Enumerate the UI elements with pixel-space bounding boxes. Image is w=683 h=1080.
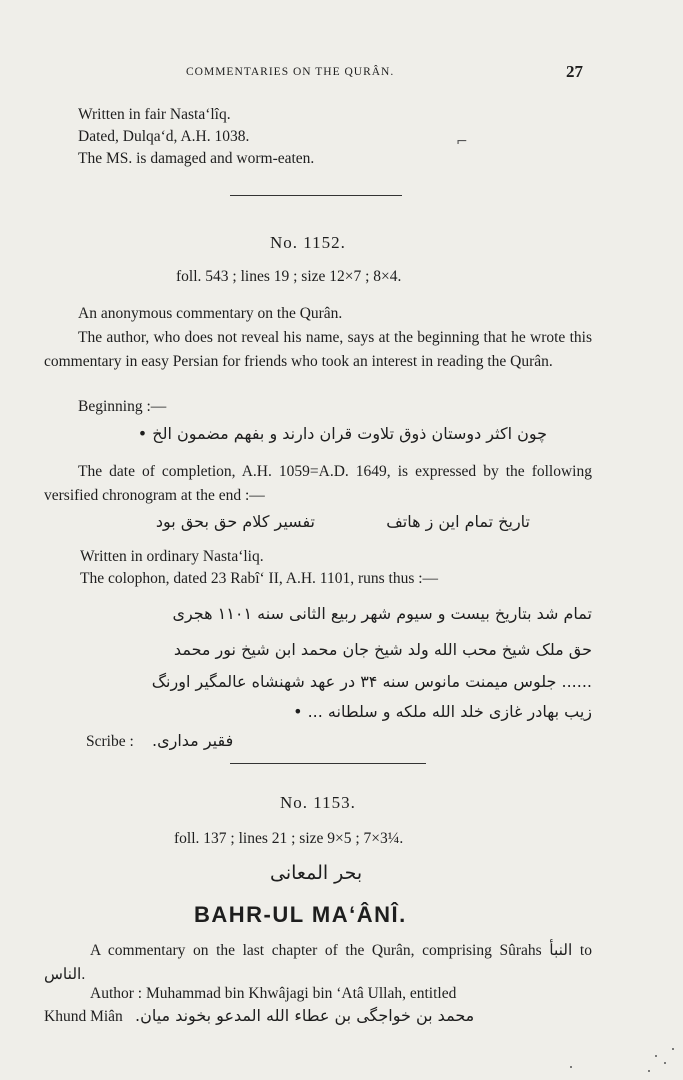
colophon-line: حق ملک شیخ محب الله ولد شیخ جان محمد ابن شیخ نور محمد xyxy=(173,640,592,659)
scribe-label: Scribe : xyxy=(86,733,134,750)
margin-mark-icon: ⌐ xyxy=(456,134,468,150)
colophon-line: زیب بهادر غازی خلد الله ملکه و سلطانه ... • xyxy=(293,702,592,721)
author-line-latin: Khund Miân xyxy=(44,1008,123,1025)
entry-paragraph: A commentary on the last chapter of the Qurân, comprising Sûrahs النبأ to الناس. xyxy=(44,942,592,983)
entry-paragraph: The date of completion, A.H. 1059=A.D. 1649, is expressed by the following versified chronogram at the end :— xyxy=(44,463,592,504)
prev-entry-line: The MS. is damaged and worm-eaten. xyxy=(78,150,315,167)
paper-speck xyxy=(570,1066,572,1068)
script-description: Written in ordinary Nasta‘liq. xyxy=(80,548,264,565)
prev-entry-line: Dated, Dulqa‘d, A.H. 1038. xyxy=(78,128,250,145)
section-divider xyxy=(230,763,426,764)
paper-speck xyxy=(655,1055,657,1057)
beginning-label: Beginning :— xyxy=(78,398,167,415)
scribe-name: فقیر مداری. xyxy=(152,731,234,750)
entry-paragraph: The author, who does not reveal his name, says at the beginning that he wrote this commentary in easy Persian for friends who took an interest in reading the Qurân. xyxy=(44,329,592,370)
chronogram-hemistich: تاریخ تمام این ز هاتف xyxy=(386,512,530,531)
entry-number: No. 1153. xyxy=(280,793,356,812)
author-line-persian: محمد بن خواجگی بن عطاء الله المدعو بخوند میان. xyxy=(135,1006,475,1025)
persian-title: بحر المعانی xyxy=(270,862,363,884)
colophon-line: تمام شد بتاریخ بیست و سیوم شهر ربیع الثانی سنه ۱۱۰۱ هجری xyxy=(172,604,592,623)
work-title: BAHR-UL MA‘ÂNÎ. xyxy=(194,902,407,927)
entry-collation: foll. 543 ; lines 19 ; size 12×7 ; 8×4. xyxy=(176,268,402,285)
colophon-line: ...... جلوس میمنت مانوس سنه ۳۴ در عهد شهنشاه عالمگیر اورنگ xyxy=(151,672,592,691)
chronogram-hemistich: تفسیر کلام حق بحق بود xyxy=(155,512,315,531)
persian-beginning-text: چون اکثر دوستان ذوق تلاوت قران دارند و بفهم مضمون الخ • xyxy=(137,424,547,443)
paper-speck xyxy=(648,1070,650,1072)
paper-speck xyxy=(672,1048,674,1050)
entry-number: No. 1152. xyxy=(270,233,346,252)
running-header: COMMENTARIES ON THE QURÂN. xyxy=(186,66,395,78)
entry-collation: foll. 137 ; lines 21 ; size 9×5 ; 7×3¼. xyxy=(174,830,404,847)
page-number: 27 xyxy=(566,62,583,81)
author-line: Author : Muhammad bin Khwâjagi bin ‘Atâ Ullah, entitled xyxy=(90,985,457,1002)
entry-description: An anonymous commentary on the Qurân. xyxy=(78,305,343,322)
section-divider xyxy=(230,195,402,196)
colophon-intro: The colophon, dated 23 Rabî‘ II, A.H. 1101, runs thus :— xyxy=(80,570,439,587)
paper-speck xyxy=(664,1062,666,1064)
prev-entry-line: Written in fair Nasta‘lîq. xyxy=(78,106,231,123)
